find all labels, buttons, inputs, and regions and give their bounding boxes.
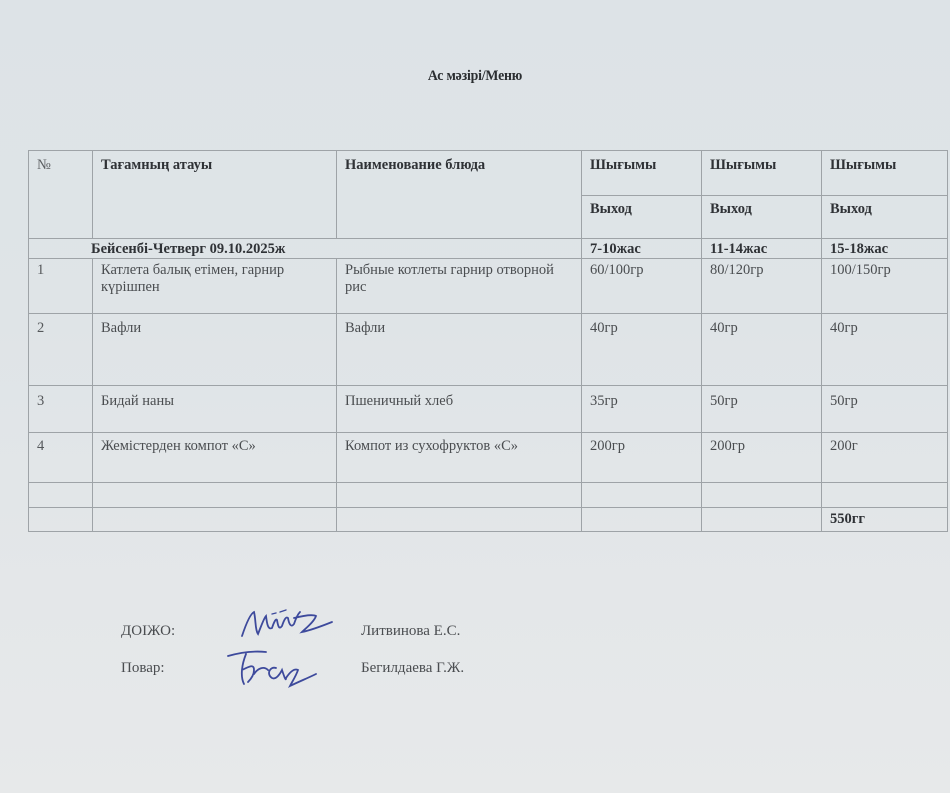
empty-cell bbox=[582, 483, 702, 508]
empty-cell bbox=[93, 483, 337, 508]
empty-cell bbox=[702, 508, 822, 532]
page-title: Ас мәзірі/Меню bbox=[427, 68, 523, 84]
header-yield-kz-1: Шығымы bbox=[582, 151, 702, 196]
empty-cell bbox=[337, 483, 582, 508]
handwritten-signature-icon bbox=[224, 648, 320, 690]
table-row bbox=[29, 314, 948, 386]
menu-table bbox=[28, 150, 948, 532]
empty-cell bbox=[582, 508, 702, 532]
empty-cell bbox=[337, 508, 582, 532]
header-yield-ru-1: Выход bbox=[582, 196, 702, 239]
yield-7-10: 40гр bbox=[582, 314, 702, 386]
empty-cell bbox=[93, 508, 337, 532]
header-yield-kz-2: Шығымы bbox=[702, 151, 822, 196]
yield-7-10: 200гр bbox=[582, 433, 702, 483]
row-number: 2 bbox=[29, 314, 93, 386]
dish-name-ru: Рыбные котлеты гарнир отворной рис bbox=[337, 259, 582, 314]
yield-15-18: 50гр bbox=[822, 386, 948, 433]
dish-name-ru: Компот из сухофруктов «С» bbox=[337, 433, 582, 483]
day-row bbox=[29, 239, 948, 259]
dish-name-kz: Бидай наны bbox=[93, 386, 337, 433]
dish-name-kz: Вафли bbox=[93, 314, 337, 386]
handwritten-signature-icon bbox=[236, 606, 336, 646]
row-number: 1 bbox=[29, 259, 93, 314]
empty-cell bbox=[822, 483, 948, 508]
dish-name-kz: Катлета балық етімен, гарнир күрішпен bbox=[93, 259, 337, 314]
table-row bbox=[29, 259, 948, 314]
yield-11-14: 200гр bbox=[702, 433, 822, 483]
header-yield-ru-2: Выход bbox=[702, 196, 822, 239]
yield-15-18: 200г bbox=[822, 433, 948, 483]
total-row bbox=[29, 508, 948, 532]
age-group-3: 15-18жас bbox=[822, 239, 948, 259]
table-row bbox=[29, 433, 948, 483]
header-name-kz: Тағамның атауы bbox=[93, 151, 337, 239]
yield-15-18: 40гр bbox=[822, 314, 948, 386]
row-number: 3 bbox=[29, 386, 93, 433]
total-value: 550гг bbox=[822, 508, 948, 532]
signature-name: Бегилдаева Г.Ж. bbox=[361, 660, 465, 676]
dish-name-ru: Пшеничный хлеб bbox=[337, 386, 582, 433]
signature-role: Повар: bbox=[121, 660, 165, 676]
dish-name-ru: Вафли bbox=[337, 314, 582, 386]
age-group-2: 11-14жас bbox=[702, 239, 822, 259]
empty-cell bbox=[29, 508, 93, 532]
yield-11-14: 80/120гр bbox=[702, 259, 822, 314]
empty-cell bbox=[29, 483, 93, 508]
empty-row bbox=[29, 483, 948, 508]
empty-cell bbox=[702, 483, 822, 508]
yield-7-10: 60/100гр bbox=[582, 259, 702, 314]
yield-11-14: 40гр bbox=[702, 314, 822, 386]
header-yield-kz-3: Шығымы bbox=[822, 151, 948, 196]
dish-name-kz: Жемістерден компот «С» bbox=[93, 433, 337, 483]
row-number: 4 bbox=[29, 433, 93, 483]
yield-11-14: 50гр bbox=[702, 386, 822, 433]
yield-7-10: 35гр bbox=[582, 386, 702, 433]
signature-name: Литвинова Е.С. bbox=[361, 623, 461, 639]
header-yield-ru-3: Выход bbox=[822, 196, 948, 239]
table-row bbox=[29, 386, 948, 433]
header-row bbox=[29, 151, 948, 196]
day-label: Бейсенбі-Четверг 09.10.2025ж bbox=[29, 239, 582, 259]
age-group-1: 7-10жас bbox=[582, 239, 702, 259]
header-name-ru: Наименование блюда bbox=[337, 151, 582, 239]
header-number: № bbox=[29, 151, 93, 239]
yield-15-18: 100/150гр bbox=[822, 259, 948, 314]
signature-role: ДОІЖО: bbox=[121, 623, 176, 639]
